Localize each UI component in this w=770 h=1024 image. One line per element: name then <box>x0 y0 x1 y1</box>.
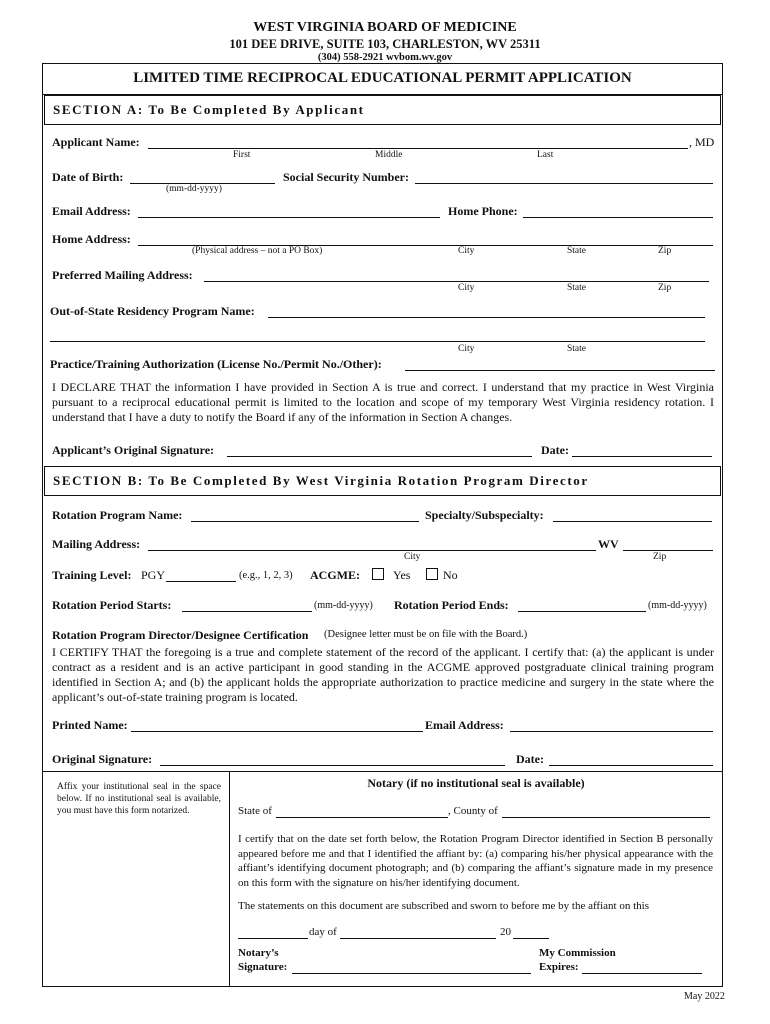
authorization-label: Practice/Training Authorization (License No./Permit No./Other): <box>50 357 382 371</box>
printed-name-field[interactable] <box>131 731 423 732</box>
specialty-label: Specialty/Subspecialty: <box>425 508 544 522</box>
residency-program-field[interactable] <box>268 317 705 318</box>
director-signature-label: Original Signature: <box>52 752 153 766</box>
certification-title: Rotation Program Director/Designee Certification <box>52 628 309 642</box>
org-address: 101 DEE DRIVE, SUITE 103, CHARLESTON, WV 25311 <box>229 37 541 51</box>
commission-label-1: My Commission <box>539 947 616 959</box>
email-field[interactable] <box>138 217 440 218</box>
applicant-signature-field[interactable] <box>227 456 532 457</box>
certification-note: (Designee letter must be on file with the Board.) <box>324 629 528 640</box>
applicant-name-label: Applicant Name: <box>52 135 140 149</box>
wv-label: WV <box>598 537 619 551</box>
ssn-field[interactable] <box>415 183 713 184</box>
mailing-state-caption: State <box>567 283 586 293</box>
program-name-field[interactable] <box>191 521 419 522</box>
notary-certify-text: I certify that on the date set forth below, the Rotation Program Director identified in Section B personally appeared before me and that I identified the affiant by: (a) comparing his/her physical appearance with the affiant’s identifying document photograph; and (b) comparing the affiant’s signature made in my presence on this form with the signature on his/her identifying document. <box>238 833 713 889</box>
section-b-title: SECTION B: To Be Completed By West Virginia Rotation Program Director <box>44 466 721 496</box>
pgy-field[interactable] <box>166 581 236 582</box>
program-name-label: Rotation Program Name: <box>52 508 183 522</box>
org-name: WEST VIRGINIA BOARD OF MEDICINE <box>253 20 517 35</box>
program-city-caption: City <box>404 552 421 562</box>
state-caption: State <box>567 246 586 256</box>
training-level-label: Training Level: <box>52 568 132 582</box>
director-signature-field[interactable] <box>160 765 505 766</box>
printed-name-label: Printed Name: <box>52 718 128 732</box>
commission-expires-field[interactable] <box>582 973 702 974</box>
dob-label: Date of Birth: <box>52 170 124 184</box>
residency-location-field[interactable] <box>50 341 705 342</box>
applicant-name-field[interactable] <box>148 148 688 149</box>
program-mailing-label: Mailing Address: <box>52 537 141 551</box>
seal-instructions: Affix your institutional seal in the space below. If no institutional seal is available, you must have this form notarized. <box>57 782 221 816</box>
notary-signature-label-2: Signature: <box>238 961 288 973</box>
acgme-yes-label: Yes <box>393 568 411 582</box>
notary-state-field[interactable] <box>276 817 448 818</box>
residency-city-caption: City <box>458 344 475 354</box>
last-caption: Last <box>537 150 554 160</box>
authorization-field[interactable] <box>405 370 715 371</box>
notary-county-field[interactable] <box>502 817 710 818</box>
home-phone-field[interactable] <box>523 217 713 218</box>
applicant-signature-label: Applicant’s Original Signature: <box>52 443 215 457</box>
declaration-text: I DECLARE THAT the information I have provided in Section A is true and correct. I understand that my practice in West Virginia pursuant to a reciprocal educational permit is limited to the location and scope of my temporary West Virginia residency rotation. I understand that I have a duty to notify the Board if any of the information in Section A changes. <box>52 380 714 424</box>
acgme-no-checkbox[interactable] <box>426 568 438 580</box>
director-email-label: Email Address: <box>425 718 504 732</box>
email-label: Email Address: <box>52 204 131 218</box>
period-ends-format: (mm-dd-yyyy) <box>648 600 707 611</box>
notary-subscribed-text: The statements on this document are subscribed and sworn to before me by the affiant on this <box>238 900 649 912</box>
seal-divider <box>229 771 230 987</box>
physical-address-note: (Physical address – not a PO Box) <box>192 246 323 256</box>
seal-area[interactable] <box>48 835 224 980</box>
acgme-label: ACGME: <box>310 568 360 582</box>
pgy-example: (e.g., 1, 2, 3) <box>239 570 293 581</box>
applicant-date-field[interactable] <box>572 456 712 457</box>
specialty-field[interactable] <box>553 521 712 522</box>
residency-program-label: Out-of-State Residency Program Name: <box>50 304 255 318</box>
dob-format: (mm-dd-yyyy) <box>166 184 222 194</box>
org-contact: (304) 558-2921 wvbom.wv.gov <box>317 52 453 63</box>
mailing-address-label: Preferred Mailing Address: <box>52 268 193 282</box>
county-of-label: , County of <box>448 805 498 817</box>
city-caption: City <box>458 246 475 256</box>
residency-state-caption: State <box>567 344 586 354</box>
zip-caption: Zip <box>658 246 672 256</box>
middle-caption: Middle <box>375 150 403 160</box>
year-prefix: 20 <box>500 926 511 938</box>
program-zip-caption: Zip <box>653 552 667 562</box>
notary-signature-label-1: Notary’s <box>238 947 279 959</box>
notary-day-field[interactable] <box>238 938 308 939</box>
applicant-date-label: Date: <box>541 443 569 457</box>
period-starts-field[interactable] <box>182 611 312 612</box>
pgy-label: PGY <box>141 568 166 582</box>
notary-year-field[interactable] <box>513 938 549 939</box>
commission-label-2: Expires: <box>539 961 579 973</box>
period-starts-label: Rotation Period Starts: <box>52 598 172 612</box>
state-of-label: State of <box>238 805 272 817</box>
section-divider <box>42 771 723 772</box>
form-title: LIMITED TIME RECIPROCAL EDUCATIONAL PERMIT APPLICATION <box>42 63 723 95</box>
acgme-yes-checkbox[interactable] <box>372 568 384 580</box>
director-email-field[interactable] <box>510 731 713 732</box>
day-of-label: day of <box>309 926 337 938</box>
certification-text: I CERTIFY THAT the foregoing is a true and complete statement of the record of the applicant. I certify that: (a) the applicant is under contract as a resident and is an active participant in good standing in the ACGME approved postgraduate clinical training program identified in Section A; and (b) the applicant holds the appropriate authorization to practice medicine and surgery in the state where the applicant’s out-of-state training program is located. <box>52 645 714 704</box>
period-ends-field[interactable] <box>518 611 646 612</box>
notary-month-field[interactable] <box>340 938 496 939</box>
notary-title: Notary (if no institutional seal is available) <box>367 776 585 790</box>
revision-date: May 2022 <box>684 991 725 1002</box>
program-mailing-field[interactable] <box>148 550 596 551</box>
section-a-title: SECTION A: To Be Completed By Applicant <box>44 95 721 125</box>
home-phone-label: Home Phone: <box>448 204 518 218</box>
director-date-field[interactable] <box>549 765 713 766</box>
notary-signature-field[interactable] <box>292 973 531 974</box>
ssn-label: Social Security Number: <box>283 170 409 184</box>
mailing-city-caption: City <box>458 283 475 293</box>
director-date-label: Date: <box>516 752 544 766</box>
period-starts-format: (mm-dd-yyyy) <box>314 600 373 611</box>
period-ends-label: Rotation Period Ends: <box>394 598 509 612</box>
md-suffix: , MD <box>689 135 715 149</box>
program-zip-field[interactable] <box>623 550 713 551</box>
first-caption: First <box>233 150 251 160</box>
mailing-address-field[interactable] <box>204 281 709 282</box>
mailing-zip-caption: Zip <box>658 283 672 293</box>
home-address-label: Home Address: <box>52 232 131 246</box>
acgme-no-label: No <box>443 568 458 582</box>
